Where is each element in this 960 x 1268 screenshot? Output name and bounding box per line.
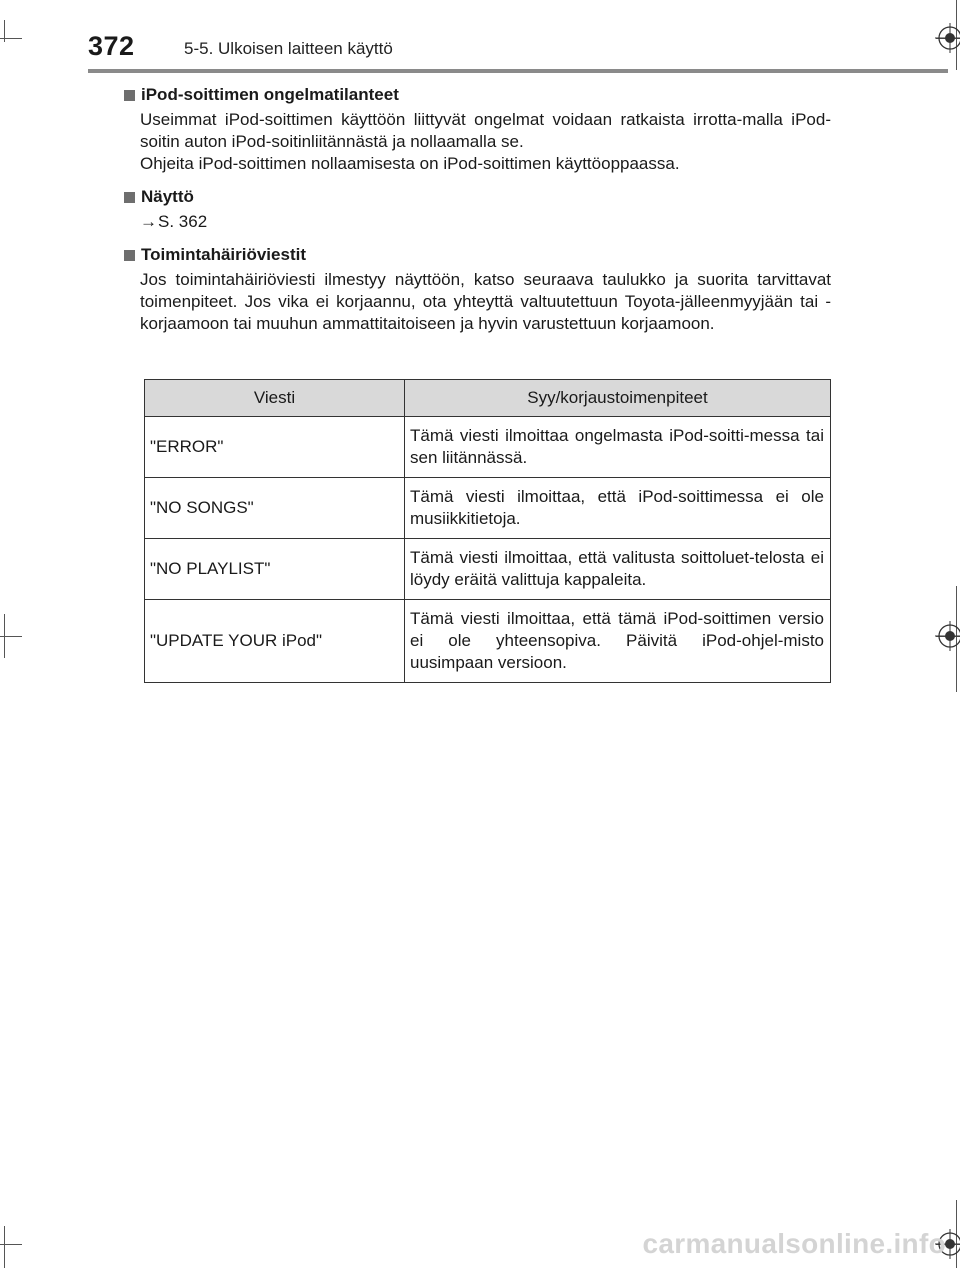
message-cell: "ERROR" (145, 417, 405, 478)
section-heading (124, 185, 831, 209)
square-bullet-icon (124, 250, 135, 261)
message-cell: "NO SONGS" (145, 478, 405, 539)
crop-mark-bottom-left-v (4, 1226, 5, 1268)
cause-cell: Tämä viesti ilmoittaa, että tämä iPod-soittimen versio ei ole yhteensopiva. Päivitä iPod-ohjel-misto uusimpaan versioon. (405, 600, 831, 683)
page-reference (140, 211, 831, 233)
table-row (145, 600, 831, 683)
error-message-table (144, 379, 831, 683)
page-content (124, 83, 831, 345)
watermark: carmanualsonline.info (642, 1228, 946, 1259)
section-ipod-problems (124, 83, 831, 175)
paragraph: Ohjeita iPod-soittimen nollaamisesta on iPod-soittimen käyttöoppaassa. (140, 154, 680, 173)
paragraph: Useimmat iPod-soittimen käyttöön liittyvät ongelmat voidaan ratkaista irrotta-malla iPod-soitin auton iPod-soitinliitännästä ja nollaamalla se. (140, 110, 831, 151)
section-body (124, 269, 831, 335)
paragraph: Jos toimintahäiriöviesti ilmestyy näyttöön, katso seuraava taulukko ja suorita tarvittavat toimenpiteet. Jos vika ei korjaannu, ota yhteyttä valtuutettuun Toyota-jälleenmyyjään tai -korjaamoon tai muuhun ammattitaitoiseen ja hyvin varustettuun korjaamoon. (140, 270, 831, 333)
table-header-row (145, 380, 831, 417)
arrow-right-icon: → (140, 212, 157, 231)
section-heading (124, 83, 831, 107)
registration-mark-top-right (935, 23, 960, 53)
message-cell: "NO PLAYLIST" (145, 539, 405, 600)
header-rule (88, 69, 948, 73)
table-row (145, 478, 831, 539)
registration-mark-mid-right (935, 621, 960, 651)
column-header-cause: Syy/korjaustoimenpiteet (405, 380, 831, 417)
section-error-messages (124, 243, 831, 335)
section-heading (124, 243, 831, 267)
table-row (145, 417, 831, 478)
section-title: 5-5. Ulkoisen laitteen käyttö (184, 39, 393, 58)
cause-cell: Tämä viesti ilmoittaa ongelmasta iPod-soitti-messa tai sen liitännässä. (405, 417, 831, 478)
section-heading-text: Toimintahäiriöviestit (141, 245, 306, 264)
section-body (124, 211, 831, 233)
cause-cell: Tämä viesti ilmoittaa, että iPod-soittimessa ei ole musiikkitietoja. (405, 478, 831, 539)
column-header-message: Viesti (145, 380, 405, 417)
square-bullet-icon (124, 192, 135, 203)
section-heading-text: Näyttö (141, 187, 194, 206)
section-body (124, 109, 831, 175)
square-bullet-icon (124, 90, 135, 101)
section-display (124, 185, 831, 233)
crop-mark-top-left-v (4, 20, 5, 42)
table-row (145, 539, 831, 600)
message-cell: "UPDATE YOUR iPod" (145, 600, 405, 683)
cause-cell: Tämä viesti ilmoittaa, että valitusta soittoluet-telosta ei löydy eräitä valittuja kappaleita. (405, 539, 831, 600)
section-heading-text: iPod-soittimen ongelmatilanteet (141, 85, 399, 104)
crop-mark-mid-left-v (4, 614, 5, 658)
page-number: 372 (88, 31, 135, 61)
page-reference-text: S. 362 (158, 212, 208, 231)
